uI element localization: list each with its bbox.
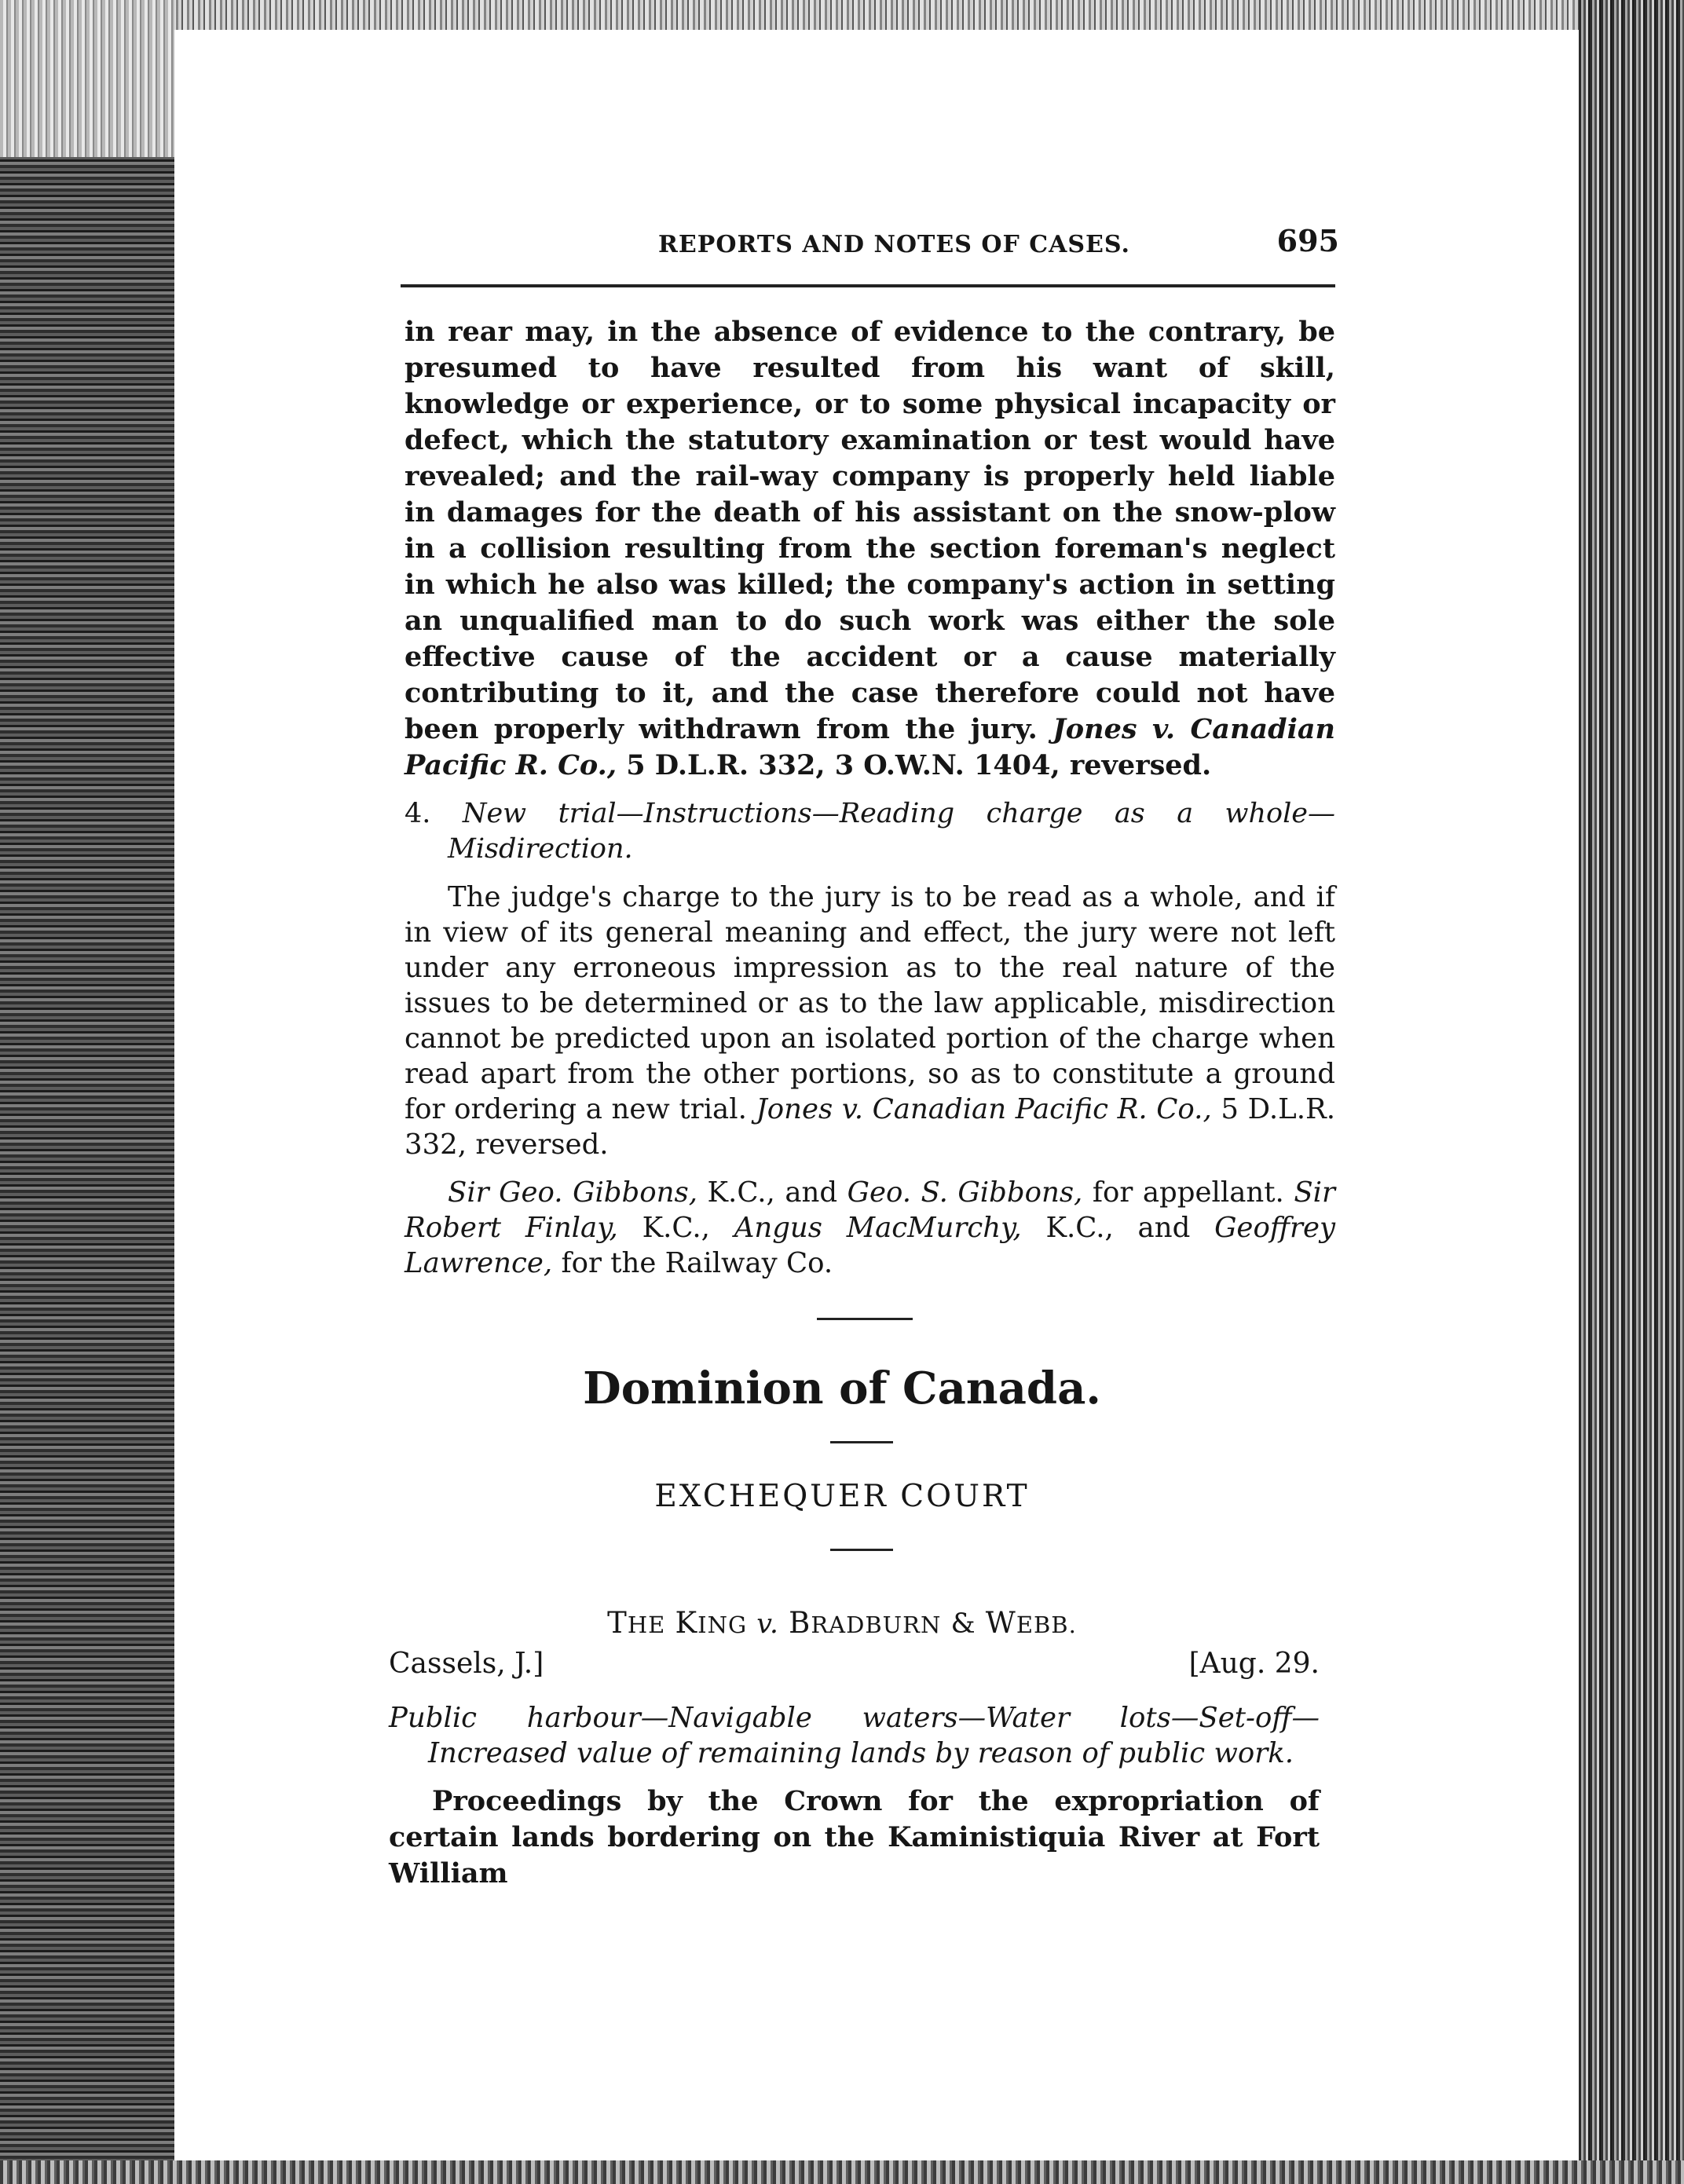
- case-name: THE KING v. BRADBURN & WEBB.: [607, 1606, 1077, 1640]
- page-number: 695: [1276, 223, 1339, 258]
- paragraph-continued: in rear may, in the absence of evidence to the contrary, be presumed to have resulted from his want of skill, knowledge or experience, or to some physical incapacity or defect, which the statutory examination or test would have revealed; and the rail-way company is properly held liable in damages for the death of his assistant on the snow-plow in a collision resulting from the section foreman's neglect in which he also was killed; the company's action in setting an unqualified man to do such work was either the sole effective cause of the accident or a cause materially contributing to it, and the case therefore could not have been properly withdrawn from the jury. Jones v. Canadian Pacific R. Co., 5 D.L.R. 332, 3 O.W.N. 1404, reversed.: [405, 316, 1336, 781]
- paragraph-proceedings: Proceedings by the Crown for the expropriation of certain lands bordering on the Kaministiquia River at Fort William: [389, 1785, 1320, 1890]
- paragraph-judges-charge: The judge's charge to the jury is to be read as a whole, and if in view of its general meaning and effect, the jury were not left under any erroneous impression as to the real nature of the issues to be determined or as to the law applicable, misdirection cannot be predicted upon an isolated portion of the charge when read apart from the other portions, so as to constitute a ground for ordering a new trial. Jones v. Canadian Pacific R. Co., 5 D.L.R. 332, reversed.: [405, 881, 1336, 1161]
- headnote: Public harbour—Navigable waters—Water lots—Set-off—Increased value of remaining lands by reason of public work.: [389, 1702, 1320, 1769]
- counsel-paragraph: Sir Geo. Gibbons, K.C., and Geo. S. Gibbons, for appellant. Sir Robert Finlay, K.C., Angus MacMurchy, K.C., and Geoffrey Lawrence, for the Railway Co.: [405, 1176, 1336, 1279]
- scan-border-right: [1579, 0, 1684, 2184]
- section-4-heading: 4. New trial—Instructions—Reading charge as a whole—Misdirection.: [405, 798, 1335, 865]
- divider-rule: [830, 1441, 893, 1443]
- decision-date: [Aug. 29.: [1188, 1648, 1320, 1680]
- section-title: Dominion of Canada.: [583, 1363, 1101, 1414]
- scan-border-left: [0, 0, 174, 2184]
- scan-border-left-corner: [0, 0, 174, 157]
- running-head: REPORTS AND NOTES OF CASES.: [658, 231, 1130, 258]
- divider-rule: [830, 1549, 893, 1551]
- judge-date-line: [389, 1648, 1320, 1687]
- page-header: [393, 223, 1339, 267]
- main-column: [405, 314, 1335, 1281]
- court-heading: EXCHEQUER COURT: [654, 1479, 1030, 1514]
- bottom-column: [389, 1700, 1320, 1892]
- header-rule: [401, 284, 1335, 287]
- divider-rule: [817, 1318, 913, 1320]
- scan-border-top: [0, 0, 1684, 30]
- scan-border-bottom: [0, 2160, 1684, 2184]
- judge-name: Cassels, J.]: [389, 1648, 544, 1680]
